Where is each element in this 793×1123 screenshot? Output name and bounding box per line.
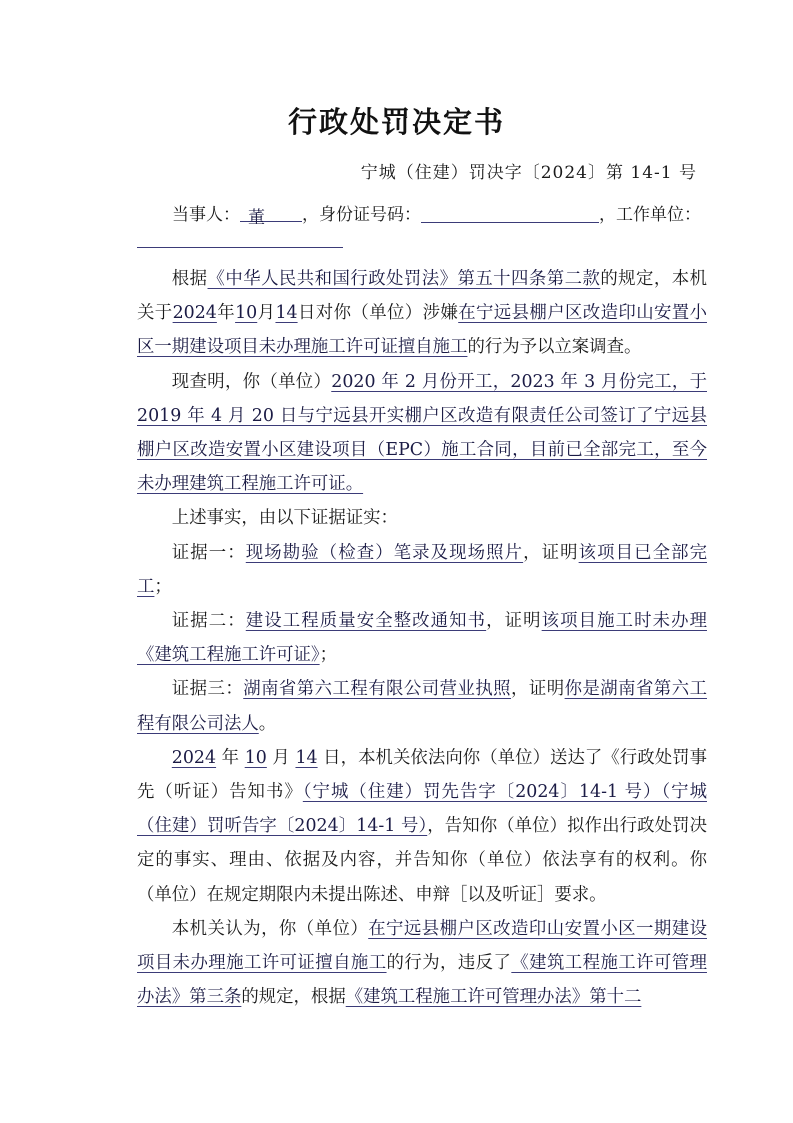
paragraph-text: 月 xyxy=(257,303,276,324)
party-name-blank xyxy=(240,203,302,228)
document-body xyxy=(137,262,707,1014)
body-paragraph xyxy=(137,672,707,740)
underlined-text: 在宁远县棚户区改造印山安置小区一期建设项目未办理施工许可证擅自施工 xyxy=(137,303,707,358)
body-paragraph xyxy=(137,365,707,502)
underlined-text: 10 xyxy=(244,747,267,768)
underlined-text: 《建筑工程施工许可管理办法》第三条 xyxy=(137,953,707,1008)
body-paragraph xyxy=(137,536,707,604)
paragraph-text: 月 xyxy=(266,747,296,768)
underlined-text: 2024 xyxy=(171,747,217,768)
body-paragraph xyxy=(137,604,707,672)
paragraph-text: 根据 xyxy=(171,269,208,289)
document-number: 宁城（住建）罚决字〔2024〕第 14-1 号 xyxy=(360,163,697,183)
underlined-text: 在宁远县棚户区改造印山安置小区一期建设项目未办理施工许可证擅自施工 xyxy=(137,918,707,974)
paragraph-text: 证据一： xyxy=(171,542,246,563)
paragraph-text: 的行为予以立案调查。 xyxy=(467,337,642,358)
underlined-text: 《中华人民共和国行政处罚法》第五十四条第二款 xyxy=(207,269,601,289)
underlined-text: 《建筑工程施工许可管理办法》第十二 xyxy=(345,987,642,1008)
underlined-text: 2020 年 2 月份开工，2023 年 3 月份完工，于 2019 年 4 月 20 日与宁远县开实棚户区改造有限责任公司签订了宁远县棚户区改造安置小区建设项目（EPC）施工合同，目前已全部完工，至今未办理建筑工程施工许可证。 xyxy=(137,371,707,495)
paragraph-text: 上述事实，由以下证据证实： xyxy=(171,508,398,529)
id-number-blank xyxy=(421,204,599,223)
underlined-text: 建设工程质量安全整改通知书 xyxy=(245,611,487,632)
body-paragraph xyxy=(137,741,707,912)
underlined-text: 该项目施工时未办理《建筑工程施工许可证》 xyxy=(137,611,707,666)
underlined-text: （宁城（住建）罚先告字〔2024〕14-1 号）（宁城（住建）罚听告字〔2024〕14-1 号） xyxy=(137,782,707,837)
underlined-text: 10 xyxy=(235,303,258,324)
paragraph-text: 证据三： xyxy=(171,679,244,700)
work-unit-blank-line xyxy=(137,247,343,248)
paragraph-text: 现查明，你（单位） xyxy=(171,371,332,392)
underlined-text: 2024 xyxy=(172,303,217,324)
paragraph-text: 证据二： xyxy=(171,611,246,632)
underlined-text: 现场勘验（检查）笔录及现场照片 xyxy=(245,542,524,563)
paragraph-text: ； xyxy=(154,576,172,597)
paragraph-text: 日，本机关依法向你（单位）送达了《行政处罚事先（听证）告知书》 xyxy=(137,747,707,803)
paragraph-text: 本机关认为，你（单位） xyxy=(171,918,369,939)
paragraph-text: ； xyxy=(319,645,338,666)
paragraph-text: 日对你（单位）涉嫌 xyxy=(297,303,459,324)
body-paragraph xyxy=(137,912,707,1015)
underlined-text: 14 xyxy=(295,747,318,768)
underlined-text: 该项目已全部完工 xyxy=(137,542,707,597)
paragraph-text: 的规定，本机关于 xyxy=(137,269,707,324)
party-label: 当事人： xyxy=(172,205,240,225)
paragraph-text: ，告知你（单位）拟作出行政处罚决定的事实、理由、依据及内容，并告知你（单位）依法享有的权利。你（单位）在规定期限内未提出陈述、申辩［以及听证］要求。 xyxy=(137,816,707,905)
party-name: 董 xyxy=(248,208,265,228)
paragraph-text: 年 xyxy=(216,747,245,768)
paragraph-text: 的行为，违反了 xyxy=(386,953,512,974)
document-title: 行政处罚决定书 xyxy=(287,105,505,139)
paragraph-text: ，证明 xyxy=(486,611,542,632)
paragraph-text: ，证明 xyxy=(523,542,579,563)
id-number-label: ，身份证号码： xyxy=(302,205,421,225)
underlined-text: 14 xyxy=(275,303,298,324)
work-unit-label: ，工作单位： xyxy=(599,205,701,225)
paragraph-text: 的规定，根据 xyxy=(241,987,346,1008)
paragraph-text: 年 xyxy=(216,303,236,324)
body-paragraph xyxy=(137,262,707,365)
paragraph-text: ，证明 xyxy=(511,679,565,700)
underlined-text: 你是湖南省第六工程有限公司法人 xyxy=(137,679,707,734)
body-paragraph xyxy=(137,501,707,535)
party-line xyxy=(172,200,712,228)
underlined-text: 湖南省第六工程有限公司营业执照 xyxy=(243,679,512,700)
paragraph-text: 。 xyxy=(258,713,277,734)
